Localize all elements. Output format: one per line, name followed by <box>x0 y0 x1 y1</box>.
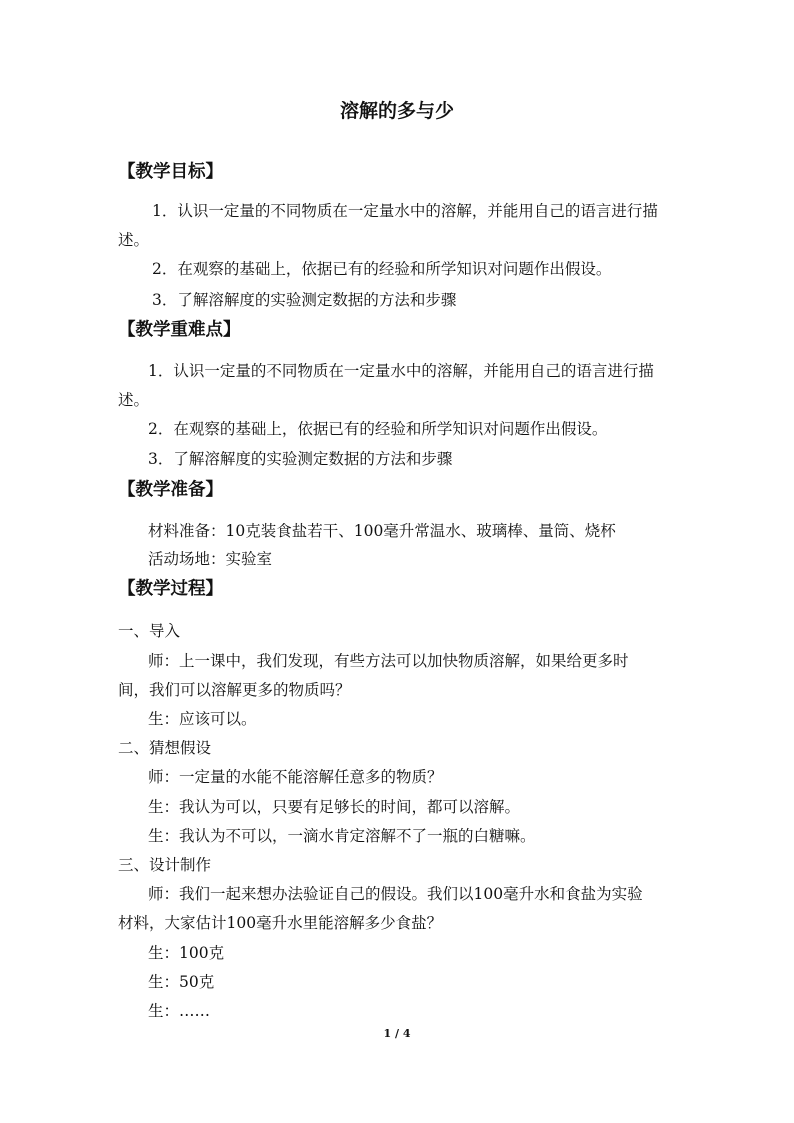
section-heading-preparation: 【教学准备】 <box>118 480 223 500</box>
section-heading-process: 【教学过程】 <box>118 579 223 599</box>
preparation-materials: 材料准备：10克装食盐若干、100毫升常温水、玻璃棒、量筒、烧杯 <box>148 522 616 540</box>
process-part-1-student: 生：应该可以。 <box>148 710 257 728</box>
process-part-1-heading: 一、导入 <box>118 622 181 640</box>
key-point-item-3: 3．了解溶解度的实验测定数据的方法和步骤 <box>148 450 453 468</box>
process-part-1-teacher-line-1: 师：上一课中，我们发现，有些方法可以加快物质溶解，如果给更多时 <box>148 652 629 670</box>
goal-item-1-line-1: 1．认识一定量的不同物质在一定量水中的溶解，并能用自己的语言进行描 <box>152 202 658 220</box>
process-part-3-student-3: 生：…… <box>148 1002 211 1020</box>
process-part-3-student-2: 生：50克 <box>148 973 215 991</box>
section-heading-goals: 【教学目标】 <box>118 162 223 182</box>
goal-item-2: 2．在观察的基础上，依据已有的经验和所学知识对问题作出假设。 <box>152 260 612 278</box>
goal-item-3: 3．了解溶解度的实验测定数据的方法和步骤 <box>152 291 457 309</box>
section-heading-key-points: 【教学重难点】 <box>118 320 241 340</box>
process-part-3-teacher-line-2: 材料，大家估计100毫升水里能溶解多少食盐？ <box>118 914 443 932</box>
page-title: 溶解的多与少 <box>339 100 454 122</box>
preparation-venue: 活动场地：实验室 <box>148 550 273 568</box>
process-part-3-heading: 三、设计制作 <box>118 856 212 874</box>
process-part-2-student-1: 生：我认为可以，只要有足够长的时间，都可以溶解。 <box>148 798 521 816</box>
process-part-1-teacher-line-2: 间，我们可以溶解更多的物质吗？ <box>118 681 351 699</box>
page-number: 1 / 4 <box>383 1027 411 1040</box>
key-point-item-2: 2．在观察的基础上，依据已有的经验和所学知识对问题作出假设。 <box>148 420 608 438</box>
process-part-3-teacher-line-1: 师：我们一起来想办法验证自己的假设。我们以100毫升水和食盐为实验 <box>148 885 643 903</box>
process-part-2-heading: 二、猜想假设 <box>118 739 212 757</box>
goal-item-1-line-2: 述。 <box>118 231 150 249</box>
process-part-2-teacher: 师：一定量的水能不能溶解任意多的物质？ <box>148 768 443 786</box>
key-point-item-1-line-2: 述。 <box>118 391 150 409</box>
process-part-2-student-2: 生：我认为不可以，一滴水肯定溶解不了一瓶的白糖嘛。 <box>148 827 536 845</box>
key-point-item-1-line-1: 1．认识一定量的不同物质在一定量水中的溶解，并能用自己的语言进行描 <box>148 362 654 380</box>
process-part-3-student-1: 生：100克 <box>148 944 225 962</box>
